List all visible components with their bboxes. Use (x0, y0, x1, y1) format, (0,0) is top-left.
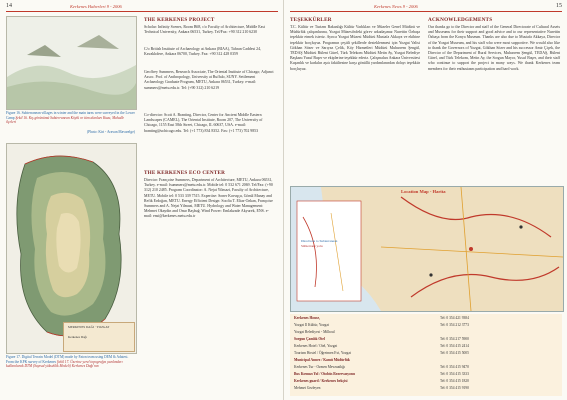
contact-detail: Tel: 0 354 415 9190 (440, 386, 469, 390)
bia-address: C/o British Institute of Archaeology at Ankara (BIAA), Tahran Caddesi 24, Kavaklıdere, Ankara 06700, Turkey. Fax: +90 312 428 0359 (144, 47, 261, 57)
contact-row: Kerkenes Hotel / Otel, Yozgat (294, 344, 338, 348)
location-map-illustration (291, 187, 563, 311)
right-header-rule (290, 11, 562, 12)
inset-map-title-tr: Sübterrane yolu (301, 244, 323, 248)
contact-detail: Tel: 0 354 415 3333 (440, 372, 469, 376)
figure16-caption: Figure 16. Subterranean villages in winter and the main tarns were surveyed in the Lower Camp Şekil 16. Kış görünümü Subterranean Köylü ve tüm alanları Kuzu, Mahalle ilçeleri (6, 111, 135, 125)
left-page-number: 14 (6, 3, 12, 9)
tesekkurler-text: T.C. Kültür ve Turizm Bakanlığı Kültür Varlıkları ve Müzeler Genel Müdürü ve Müdürlük çalışanlarına, Yozgat Müzesi'ndeki görev arkadaşımız Nurettin Özbaşa teşekkür etmek isteriz. Ayrıca Yozgat Müzesi Müdürü Mustafa Akkaya ve ekibine teşekkür borçluyuz. Programın çeşitli şekillerde desteklenmesi için Yozgat Valisi Gökhan Sözer ve Sarıyaz Çelik, Köy Hizmetleri Müdürü Muharrem Şengül, TEDAŞ Müdürü Bülent Gürel, Türk Telekom Müdürü Metin Ay, Yozgat Belediye Başkanı Yusuf Başer ve ekiplerine teşekkür ederiz. Çalışmaları Ankara Üniversitesi Kuşanlık ve karkılın aşıtı fakültesine karşı gönüllü yardımlarından dolayı teşekkür borçluyuz. (290, 25, 420, 71)
contact-detail: Tel: 0 354 415 9470 (440, 365, 469, 369)
inset-map-title: Directions to Subterranean (301, 239, 338, 243)
contact-row: Tourism Hostel / Öğretmen Evi, Yozgat (294, 351, 351, 355)
director-contact: Geoffrey Summers, Research Associate, The Oriental Institute of Chicago; Adjunct Assoc. Prof. of Anthropology, University at Buffalo, SUNY. Settlement Archaeology Graduate Program, METU, Ankara 06531, Turkey. e-mail: summers@metu.edu.tr. Tel: (+90 312) 210 6219 (144, 70, 274, 90)
acknowledgements-title: ACKNOWLEDGEMENTS (428, 17, 493, 23)
location-map-title: Location Map - Harita (401, 189, 446, 194)
eco-center-text: Director: Françoise Summers, Department of Architecture, METU, Ankara 06531, Turkey. e-mail: fsummers@metu.edu.tr. Mobile tel: 0 532 671 2069. Tel/Fax: (+90 312) 210 2485. Program Coordinator: A. Nejat Yilmazi, Faculty of Architecture, METU. Mobile tel: 0 533 339 7515. Expertise: Soner Kavuşçu, Gönül Manay and Refik Erdoğan, METU. Energy Efficient Design: Soofia T. Elias-Ozkan, Françoise Summers and A. Nejat Yilmazi, METU. Hydrology and Water Management: Mehmet Okaydin and Onur Başbuğ. Wind Power: Emlakzade Akyurek, ENS. e-mail: ensi@kerkenes.metu.edu.tr (144, 178, 273, 219)
contact-row: Sorgun Çamlık Otel (294, 337, 325, 341)
contact-detail: Tel: 0 354 212 3773 (440, 323, 469, 327)
contact-row: Yozgat Il Kültür, Yozgat (294, 323, 329, 327)
right-page (284, 0, 567, 400)
acknowledgements-text: Our thanks go to the Director and staff of the General Directorate of Cultural Assets and Museums for their support and good advice and to our representative Nurettin Özbaşa from the Konya Museum. Thanks are also due to Mustafa Akkaya, Director of the Yozgat Museum, and his staff who were most supportive. We would also like to thank the Governors of Yozgat, Gökhan Sözer and his successor Amir Çiçek, the Director of the Department of Rural Services, Muharrem Şengül, TEDAŞ, Bülent Gürel, and Türk Telekom, Metin Ay, the Sorgun Mayor, Yusuf Başer, and their staff who continue to support the project in many ways. We thank Kerkenes team members for their enthusiasm participation and hard work. (428, 25, 560, 71)
contact-row: Yozgat Belediyesi - Milhoul (294, 330, 335, 334)
tesekkurler-title: TEŞEKKÜRLER (290, 17, 332, 23)
contact-detail: Tel: 0 354 415 2414 (440, 344, 469, 348)
figure16-photo (6, 16, 137, 110)
figure17-map-legend (63, 322, 135, 352)
map-legend-credit: Kerkenes Dağı (68, 335, 88, 339)
figure17-caption: Figure 17. Digital Terrain Model (DTM) made by Faton team using DEM & Adatest. From the KPK survey of Kerkenes Şekil 17. Üzerine yerel topografya yazılımları kullanılarak DTM (Sayısal yükseklik Modeli) Kerkenes Dağı'nın (6, 355, 129, 369)
contact-row: Kerkenes guard / Kerkenes bekçisi (294, 379, 348, 383)
left-header-rule (6, 11, 278, 12)
contact-detail: Tel: 0 354 217 5900 (440, 337, 469, 341)
right-page-header: Kerkenes News 9 - 2006 (374, 4, 418, 9)
left-page-header: Kerkenes Haberleri 9 - 2006 (70, 4, 122, 9)
project-address: Scholar: Infinity Scenes, Room B68, c/o Faculty of Architecture, Middle East Technical University, Ankara 06531, Turkey. Tel/Fax: +90 312 210 6230 (144, 25, 265, 35)
contact-detail: Tel: 0 354 415 1820 (440, 379, 469, 383)
contact-row: Bus Kırmızı Yol / Otobüs Rezervasyonu (294, 372, 355, 376)
figure16-illustration (7, 17, 136, 109)
contact-row: Kerkenes Tur - Ozmen Mevzuatlığı (294, 365, 346, 369)
contact-detail: Tel: 0 354 421 9384 (440, 316, 469, 320)
contact-row: Kerkenes House, (294, 316, 320, 320)
contacts-box (290, 314, 562, 396)
codirector-contact: Co-director: Scott A. Branting, Director, Center for Ancient Middle Eastern Landscapes (CAMEL), The Oriental Institute, Room 207, The University of Chicago, 1155 East 58th Street, Chicago, IL 60637, USA. e-mail: branting@uchicago.edu. Tel: (+1 773) 834 8352. Fax: (+1 773) 702 9853 (144, 113, 263, 133)
contact-row: Mehmet Gezleyen (294, 386, 321, 390)
left-page (0, 0, 283, 400)
location-map (290, 186, 564, 312)
figure17-terrain-map (6, 143, 137, 354)
right-page-number: 15 (556, 3, 562, 9)
project-title: THE KERKENES PROJECT (144, 17, 215, 23)
eco-center-title: THE KERKENES ECO CENTER (144, 170, 226, 176)
figure16-credit: (Photo: Kiri - Aravan Mavarelge) (86, 130, 135, 134)
map-legend-title: MERKENES DAĞI · YOZGAT (68, 325, 110, 329)
contact-detail: Tel: 0 354 415 5005 (440, 351, 469, 355)
contact-row: Municipal Annex / Kamü Müdürlük (294, 358, 350, 362)
